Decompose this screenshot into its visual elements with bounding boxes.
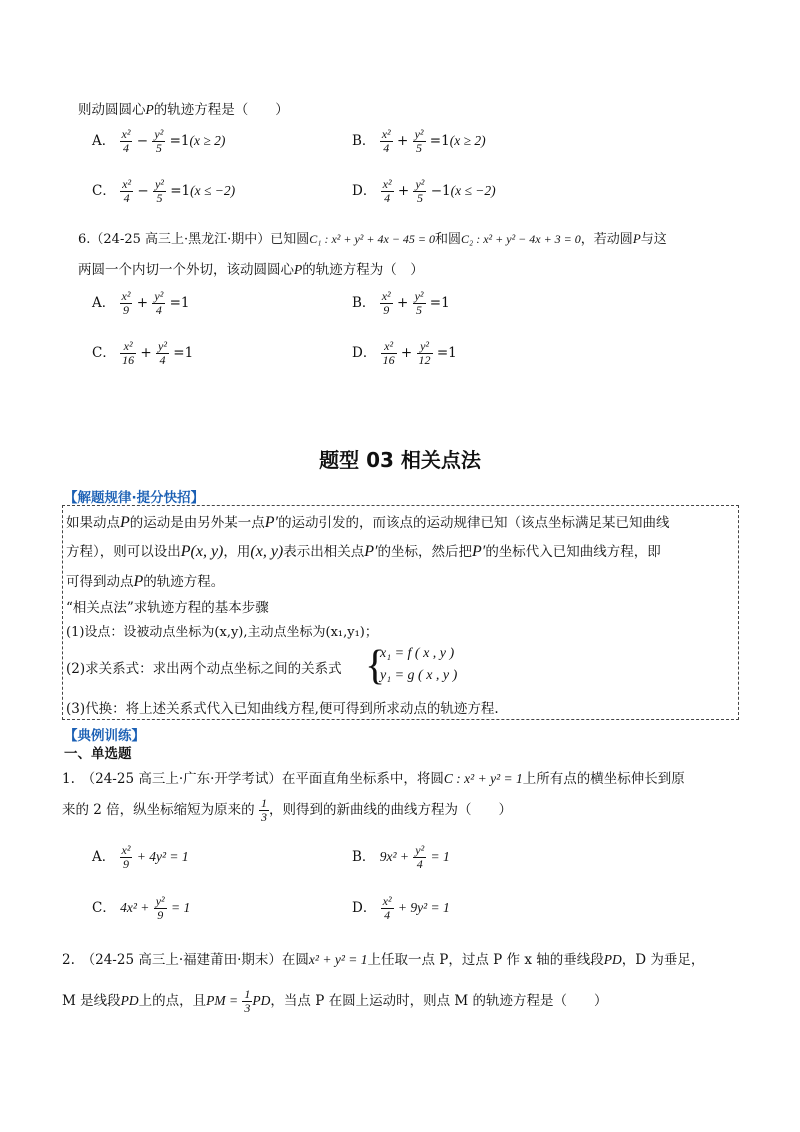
q6-option-b: B． $\frac{\text{x²}}{9}$ + $\frac{\text{y²}}{5}$ =1 bbox=[352, 289, 450, 317]
tips-line-6: (2)求关系式：求出两个动点坐标之间的关系式 bbox=[66, 661, 342, 677]
prev-question-stem: 则动圆圆心P的轨迹方程是（ ） bbox=[78, 102, 289, 118]
q6-option-a: A． $\frac{\text{x²}}{9}$ + $\frac{\text{y²}}{4}$ =1 bbox=[92, 289, 190, 317]
prev-option-d: D． $\frac{\text{x²}}{4}$ + $\frac{\text{y²}}{5}$ −1(x ≤ −2) bbox=[352, 177, 496, 205]
prev-option-a: A． $\frac{\text{x²}}{4}$ − $\frac{\text{y²}}{5}$ =1(x ≥ 2) bbox=[92, 127, 226, 155]
example-tag: 【典例训练】 bbox=[64, 728, 145, 744]
tips-line-4: “相关点法”求轨迹方程的基本步骤 bbox=[66, 600, 269, 616]
q1-stem-line2: 来的 2 倍，纵坐标缩短为原来的 $\frac{1}{3}$ ，则得到的新曲线的曲线方程为（ ） bbox=[62, 796, 512, 824]
q2-stem-line2: M 是线段PD上的点，且PM = $\frac{1}{3}$ PD，当点 P 在圆上运动时，则点 M 的轨迹方程是（ ） bbox=[62, 987, 608, 1015]
q1-option-a: A． $\frac{\text{x²}}{9}$ + 4y² = 1 bbox=[92, 843, 189, 871]
q1-option-b: B． 9x² + $\frac{\text{y²}}{4}$ = 1 bbox=[352, 843, 450, 871]
single-choice-heading: 一、单选题 bbox=[64, 746, 132, 762]
system-brace: { bbox=[365, 643, 386, 689]
q6-option-d: D． $\frac{\text{x²}}{16}$ + $\frac{\text{y²}}{12}$ =1 bbox=[352, 339, 457, 367]
tips-line-5: (1)设点：设被动点坐标为(x,y),主动点坐标为(x₁,y₁)； bbox=[66, 625, 378, 640]
tips-line-2: 方程），则可以设出P(x, y)，用(x, y)表示出相关点P′的坐标，然后把P′的坐标代入已知曲线方程，即 bbox=[66, 543, 661, 560]
prev-option-b: B． $\frac{\text{x²}}{4}$ + $\frac{\text{y²}}{5}$ =1(x ≥ 2) bbox=[352, 127, 486, 155]
tips-line-3: 可得到动点P的轨迹方程。 bbox=[66, 573, 225, 590]
q6-option-c: C． $\frac{\text{x²}}{16}$ + $\frac{\text{y²}}{4}$ =1 bbox=[92, 339, 194, 367]
system-eq-2: y₁ = g ( x , y ) bbox=[380, 668, 458, 683]
tips-line-1: 如果动点P的运动是由另外某一点P′的运动引发的，而该点的运动规律已知（该点坐标满足某已知曲线 bbox=[66, 514, 670, 531]
prev-option-c: C． $\frac{\text{x²}}{4}$ − $\frac{\text{y²}}{5}$ =1(x ≤ −2) bbox=[92, 177, 236, 205]
q6-stem-line1: 6.（24-25 高三上·黑龙江·期中）已知圆C₁ : x² + y² + 4x − 45 = 0和圆C₂ : x² + y² − 4x + 3 = 0，若动圆P与这 bbox=[78, 231, 667, 247]
q1-option-d: D． $\frac{\text{x²}}{4}$ + 9y² = 1 bbox=[352, 894, 450, 922]
q1-stem-line1: 1. （24-25 高三上·广东·开学考试）在平面直角坐标系中，将圆C : x² + y² = 1上所有点的横坐标伸长到原 bbox=[62, 771, 685, 787]
q1-option-c: C． 4x² + $\frac{\text{y²}}{9}$ = 1 bbox=[92, 894, 191, 922]
section-title: 题型 03 相关点法 bbox=[319, 448, 481, 472]
system-eq-1: x₁ = f ( x , y ) bbox=[380, 646, 455, 661]
q2-stem-line1: 2. （24-25 高三上·福建莆田·期末）在圆x² + y² = 1上任取一点 P，过点 P 作 x 轴的垂线段PD，D 为垂足， bbox=[62, 952, 705, 968]
tips-line-7: (3)代换：将上述关系式代入已知曲线方程,便可得到所求动点的轨迹方程. bbox=[66, 701, 499, 717]
q6-stem-line2: 两圆一个内切一个外切，该动圆圆心P的轨迹方程为（ ） bbox=[78, 262, 424, 278]
tips-tag: 【解题规律·提分快招】 bbox=[64, 490, 205, 506]
